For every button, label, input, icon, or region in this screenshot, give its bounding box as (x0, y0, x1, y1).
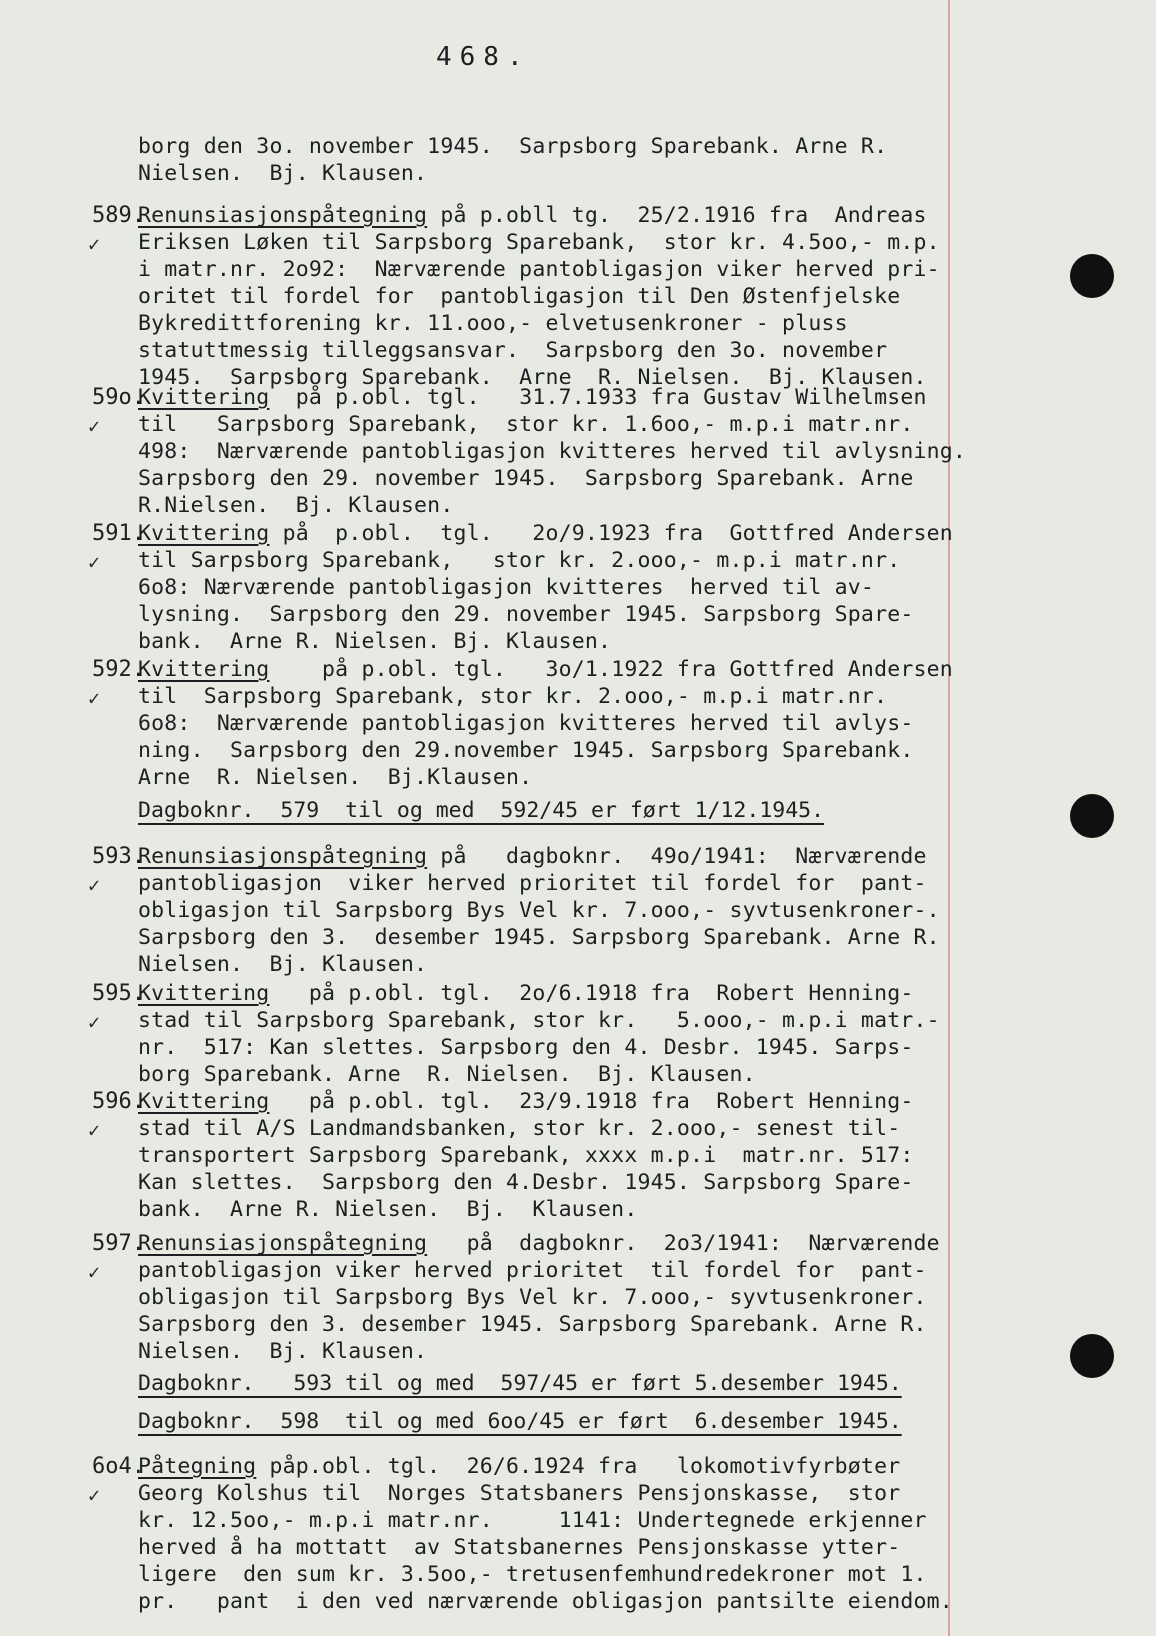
entry-line-text: Sarpsborg den 3. desember 1945. Sarpsborg Sparebank. Arne R. (138, 1312, 927, 1337)
entry-line-text: bank. Arne R. Nielsen. Bj. Klausen. (138, 629, 612, 654)
entry-line-text: Bykredittforening kr. 11.ooo,- elvetusenkroner - pluss (138, 311, 848, 336)
entry-line (138, 547, 968, 574)
entry-text (138, 843, 968, 978)
entry-number: 591. (92, 521, 145, 546)
entry-line (138, 520, 968, 547)
entry-line (138, 202, 968, 229)
entry-line (138, 283, 968, 310)
entry-line-text: på p.obl. tgl. 2o/9.1923 fra Gottfred Andersen (269, 521, 953, 546)
entry-line-text: pr. pant i den ved nærværende obligasjon pantsilte eiendom. (138, 1589, 953, 1614)
entry-line-text: statuttmessig tilleggsansvar. Sarpsborg den 3o. november (138, 338, 888, 363)
entry-line-text: R.Nielsen. Bj. Klausen. (138, 493, 454, 518)
entry-line-text: transportert Sarpsborg Sparebank, xxxx m.p.i matr.nr. 517: (138, 1143, 914, 1168)
entry-text (138, 1230, 968, 1365)
entry-text (138, 1453, 968, 1615)
entry-line (138, 492, 968, 519)
entry-line (138, 574, 968, 601)
entry-line (138, 1561, 968, 1588)
entry-line-text: 6o8: Nærværende pantobligasjon kvitteres herved til avlys- (138, 711, 914, 736)
entry-text (138, 656, 968, 791)
entry-number: 59o. (92, 385, 145, 410)
entry-line (138, 656, 968, 683)
check-mark-icon: ✓ (88, 1118, 101, 1142)
summary-line-2: Dagboknr. 593 til og med 597/45 er ført 5.desember 1945. (138, 1371, 902, 1396)
summary-line-3: Dagboknr. 598 til og med 6oo/45 er ført 6.desember 1945. (138, 1409, 902, 1434)
entry-line (138, 683, 968, 710)
entry-line (138, 256, 968, 283)
entry-line-text: obligasjon til Sarpsborg Bys Vel kr. 7.ooo,- syvtusenkroner-. (138, 898, 940, 923)
entry-heading: Renunsiasjonspåtegning (138, 844, 428, 869)
entry-line (138, 710, 968, 737)
entry-line (138, 1196, 968, 1223)
entry-line-text: Sarpsborg den 29. november 1945. Sarpsborg Sparebank. Arne (138, 466, 914, 491)
entry-line-text: til Sarpsborg Sparebank, stor kr. 2.ooo,- m.p.i matr.nr. (138, 548, 901, 573)
entry-line-text: herved å ha mottatt av Statsbanernes Pensjonskasse ytter- (138, 1535, 901, 1560)
punch-hole-bottom (1070, 1334, 1114, 1378)
entry-line-text: Arne R. Nielsen. Bj.Klausen. (138, 765, 533, 790)
entry-line (138, 764, 968, 791)
entry-heading: Kvittering (138, 981, 270, 1006)
entry-line (138, 310, 968, 337)
entry-line (138, 337, 968, 364)
entry-line (138, 1588, 968, 1615)
entry-line (138, 1338, 968, 1365)
entry-line-text: i matr.nr. 2o92: Nærværende pantobligasjon viker herved pri- (138, 257, 940, 282)
entry-text (138, 980, 968, 1088)
entry-line-text: Nielsen. Bj. Klausen. (138, 952, 428, 977)
entry-heading: Renunsiasjonspåtegning (138, 1231, 428, 1256)
entry-line (138, 1007, 968, 1034)
entry-number: 596. (92, 1089, 145, 1114)
entry-line-text: Georg Kolshus til Norges Statsbaners Pensjonskasse, stor (138, 1481, 901, 1506)
intro-line: Nielsen. Bj. Klausen. (138, 161, 428, 186)
intro-line: borg den 3o. november 1945. Sarpsborg Sparebank. Arne R. (138, 134, 888, 159)
entry-line (138, 1088, 968, 1115)
check-mark-icon: ✓ (88, 414, 101, 438)
entry-line (138, 628, 968, 655)
entry-number: 595. (92, 981, 145, 1006)
entry-line (138, 384, 968, 411)
entry-heading: Kvittering (138, 385, 270, 410)
entry-line-text: på p.obl. tgl. 31.7.1933 fra Gustav Wilhelmsen (269, 385, 927, 410)
entry-line-text: Nielsen. Bj. Klausen. (138, 1339, 428, 1364)
entry-line (138, 411, 968, 438)
entry-text (138, 1088, 968, 1223)
entry-line (138, 465, 968, 492)
entry-heading: Påtegning (138, 1454, 257, 1479)
entry-text (138, 202, 968, 391)
entry-line-text: på p.obl. tgl. 3o/1.1922 fra Gottfred Andersen (269, 657, 953, 682)
entry-line-text: Kan slettes. Sarpsborg den 4.Desbr. 1945. Sarpsborg Spare- (138, 1170, 914, 1195)
entry-line (138, 951, 968, 978)
entry-number: 592. (92, 657, 145, 682)
entry-line-text: Sarpsborg den 3. desember 1945. Sarpsborg Sparebank. Arne R. (138, 925, 940, 950)
entry-line (138, 1230, 968, 1257)
entry-line-text: bank. Arne R. Nielsen. Bj. Klausen. (138, 1197, 638, 1222)
entry-line (138, 1480, 968, 1507)
check-mark-icon: ✓ (88, 1010, 101, 1034)
entry-line (138, 1311, 968, 1338)
entry-line-text: ligere den sum kr. 3.5oo,- tretusenfemhundredekroner mot 1. (138, 1562, 927, 1587)
entry-line (138, 1061, 968, 1088)
entry-line-text: kr. 12.5oo,- m.p.i matr.nr. 1141: Undertegnede erkjenner (138, 1508, 927, 1533)
page-number: 468. (436, 42, 531, 72)
entry-line (138, 924, 968, 951)
entry-number: 6o4. (92, 1454, 145, 1479)
entry-line-text: 498: Nærværende pantobligasjon kvitteres herved til avlysning. (138, 439, 967, 464)
entry-line (138, 601, 968, 628)
entry-line (138, 229, 968, 256)
entry-line-text: ning. Sarpsborg den 29.november 1945. Sarpsborg Sparebank. (138, 738, 914, 763)
check-mark-icon: ✓ (88, 1260, 101, 1284)
check-mark-icon: ✓ (88, 686, 101, 710)
entry-line-text: på dagboknr. 49o/1941: Nærværende (427, 844, 927, 869)
summary-line-1: Dagboknr. 579 til og med 592/45 er ført 1/12.1945. (138, 798, 825, 823)
entry-line-text: til Sarpsborg Sparebank, stor kr. 1.6oo,- m.p.i matr.nr. (138, 412, 914, 437)
entry-line-text: på dagboknr. 2o3/1941: Nærværende (427, 1231, 940, 1256)
entry-line (138, 1534, 968, 1561)
entry-line-text: påp.obl. tgl. 26/6.1924 fra lokomotivfyrbøter (256, 1454, 901, 1479)
check-mark-icon: ✓ (88, 1483, 101, 1507)
entry-line (138, 1284, 968, 1311)
check-mark-icon: ✓ (88, 232, 101, 256)
entry-number: 597. (92, 1231, 145, 1256)
entry-line (138, 1257, 968, 1284)
entry-line-text: til Sarpsborg Sparebank, stor kr. 2.ooo,- m.p.i matr.nr. (138, 684, 888, 709)
entry-line-text: pantobligasjon viker herved prioritet til fordel for pant- (138, 1258, 927, 1283)
punch-hole-middle (1070, 794, 1114, 838)
entry-line (138, 1507, 968, 1534)
entry-number: 589. (92, 203, 145, 228)
entry-line-text: på p.obl. tgl. 23/9.1918 fra Robert Henning- (269, 1089, 914, 1114)
entry-text (138, 520, 968, 655)
entry-line (138, 897, 968, 924)
entry-line (138, 870, 968, 897)
check-mark-icon: ✓ (88, 550, 101, 574)
entry-line-text: pantobligasjon viker herved prioritet til fordel for pant- (138, 871, 927, 896)
entry-line-text: obligasjon til Sarpsborg Bys Vel kr. 7.ooo,- syvtusenkroner. (138, 1285, 927, 1310)
entry-line (138, 737, 968, 764)
entry-line (138, 1142, 968, 1169)
entry-number: 593. (92, 844, 145, 869)
entry-line (138, 1034, 968, 1061)
entry-line-text: på p.obll tg. 25/2.1916 fra Andreas (427, 203, 927, 228)
intro-text (138, 133, 968, 187)
entry-heading: Renunsiasjonspåtegning (138, 203, 428, 228)
check-mark-icon: ✓ (88, 873, 101, 897)
entry-line (138, 843, 968, 870)
entry-line (138, 980, 968, 1007)
entry-text (138, 384, 968, 519)
entry-line (138, 438, 968, 465)
entry-line-text: oritet til fordel for pantobligasjon til Den Østenfjelske (138, 284, 901, 309)
entry-heading: Kvittering (138, 657, 270, 682)
entry-line (138, 1169, 968, 1196)
entry-line-text: nr. 517: Kan slettes. Sarpsborg den 4. Desbr. 1945. Sarps- (138, 1035, 914, 1060)
entry-line-text: stad til A/S Landmandsbanken, stor kr. 2.ooo,- senest til- (138, 1116, 901, 1141)
entry-line-text: borg Sparebank. Arne R. Nielsen. Bj. Klausen. (138, 1062, 756, 1087)
entry-line (138, 1115, 968, 1142)
entry-line-text: 1945. Sarpsborg Sparebank. Arne R. Nielsen. Bj. Klausen. (138, 365, 927, 390)
entry-line (138, 1453, 968, 1480)
entry-heading: Kvittering (138, 1089, 270, 1114)
entry-line-text: stad til Sarpsborg Sparebank, stor kr. 5.ooo,- m.p.i matr.- (138, 1008, 940, 1033)
punch-hole-top (1070, 254, 1114, 298)
entry-line-text: på p.obl. tgl. 2o/6.1918 fra Robert Henning- (269, 981, 914, 1006)
entry-line-text: lysning. Sarpsborg den 29. november 1945. Sarpsborg Spare- (138, 602, 914, 627)
entry-line-text: 6o8: Nærværende pantobligasjon kvitteres herved til av- (138, 575, 875, 600)
entry-heading: Kvittering (138, 521, 270, 546)
entry-line-text: Eriksen Løken til Sarpsborg Sparebank, stor kr. 4.5oo,- m.p. (138, 230, 940, 255)
